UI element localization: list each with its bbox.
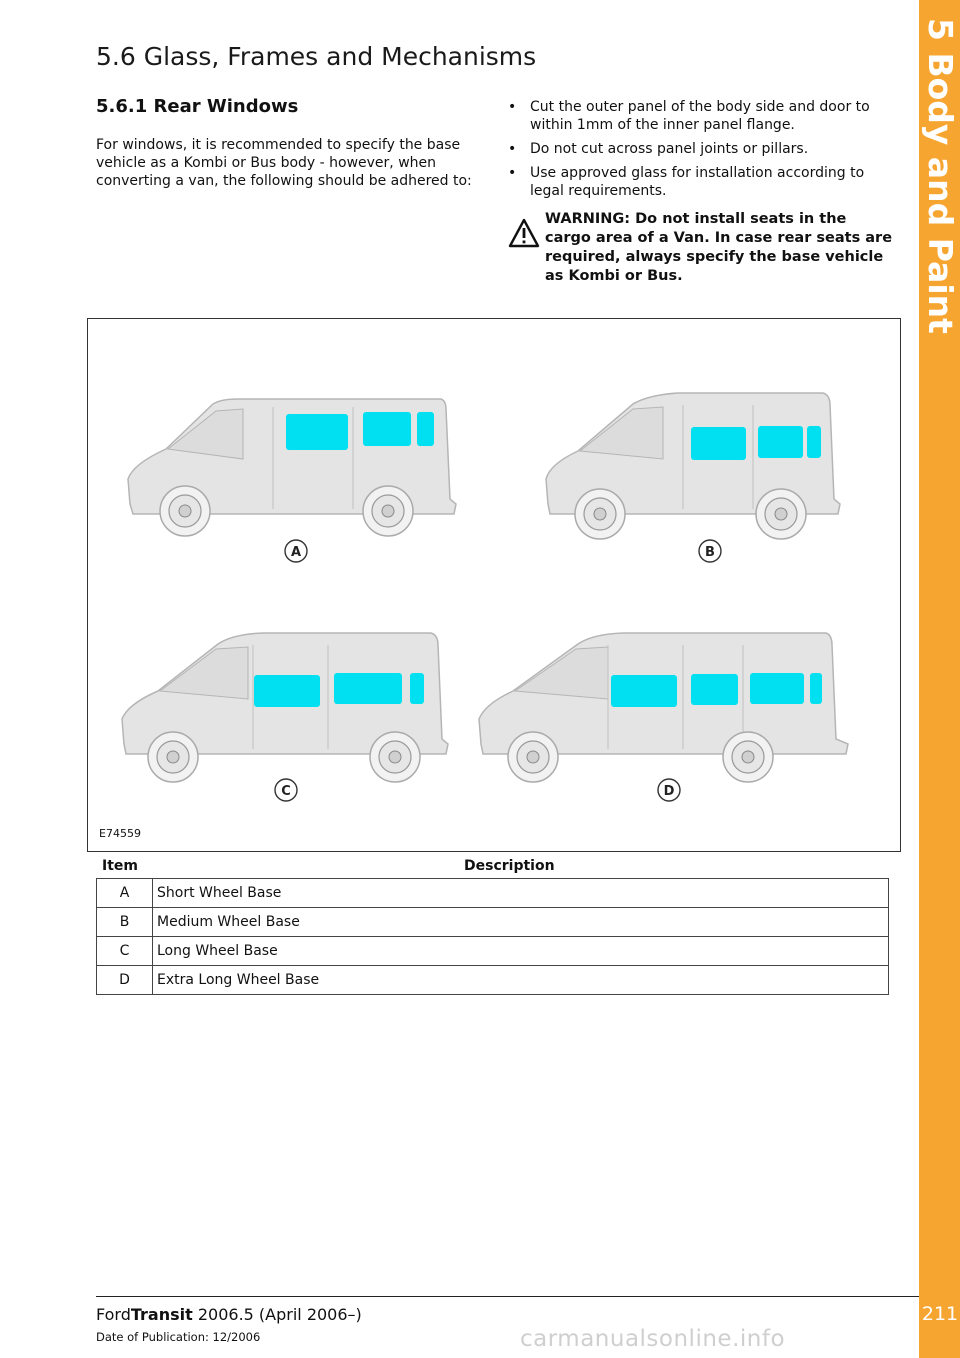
list-item-text: Use approved glass for installation according to legal requirements. <box>530 165 865 199</box>
bullet-dot: • <box>508 99 517 115</box>
rear-window <box>691 674 738 705</box>
wheel <box>756 489 806 539</box>
label-a-text: A <box>290 545 302 560</box>
instruction-list <box>508 98 892 206</box>
description-cell: Long Wheel Base <box>153 937 889 966</box>
van-illustration <box>88 319 900 851</box>
warning-box <box>508 210 892 286</box>
table-row <box>97 966 889 995</box>
wheel <box>508 732 558 782</box>
table-header <box>96 858 889 878</box>
rear-window <box>807 426 821 458</box>
wheel <box>723 732 773 782</box>
page-number: 211 <box>921 1303 959 1325</box>
table-row <box>97 908 889 937</box>
label-a <box>285 540 307 562</box>
table-row <box>97 937 889 966</box>
van-c <box>122 633 448 782</box>
publication-date: Date of Publication: 12/2006 <box>96 1330 261 1344</box>
description-cell: Short Wheel Base <box>153 879 889 908</box>
footer-edition: 2006.5 (April 2006–) <box>192 1305 362 1324</box>
column-header-description: Description <box>464 858 555 874</box>
label-d-text: D <box>663 784 675 799</box>
warning-triangle-icon <box>508 218 540 248</box>
list-item <box>508 98 892 134</box>
item-cell: D <box>97 966 153 995</box>
label-b-text: B <box>705 545 715 560</box>
section-title: 5.6 Glass, Frames and Mechanisms <box>96 42 537 71</box>
watermark: carmanualsonline.info <box>520 1326 786 1352</box>
chapter-tab-label: 5 Body and Paint <box>921 18 960 334</box>
label-c <box>275 779 297 801</box>
bullet-dot: • <box>508 141 517 157</box>
footer-divider <box>96 1296 919 1297</box>
rear-window <box>810 673 822 704</box>
footer-brand: Ford <box>96 1305 131 1324</box>
wheel <box>160 486 210 536</box>
wheel <box>363 486 413 536</box>
list-item <box>508 140 892 158</box>
rear-window <box>750 673 804 704</box>
label-d <box>658 779 680 801</box>
label-c-text: C <box>281 784 291 799</box>
van-a <box>128 399 456 536</box>
rear-window <box>611 675 677 707</box>
wheel <box>148 732 198 782</box>
description-cell: Medium Wheel Base <box>153 908 889 937</box>
intro-paragraph: For windows, it is recommended to specify the base vehicle as a Kombi or Bus body - however, when converting a van, the following should be adhered to: <box>96 137 472 189</box>
footer-model-name: Transit <box>130 1305 193 1324</box>
rear-window <box>758 426 803 458</box>
item-cell: B <box>97 908 153 937</box>
rear-window <box>363 412 411 446</box>
list-item-text: Do not cut across panel joints or pillars. <box>530 141 809 157</box>
table-row <box>97 879 889 908</box>
wheel <box>370 732 420 782</box>
figure-id: E74559 <box>99 827 141 840</box>
rear-window <box>254 675 320 707</box>
description-cell: Extra Long Wheel Base <box>153 966 889 995</box>
warning-text: WARNING: Do not install seats in the cargo area of a Van. In case rear seats are required, always specify the base vehicle as Kombi or Bus. <box>545 211 893 284</box>
label-b <box>699 540 721 562</box>
rear-window <box>417 412 434 446</box>
item-cell: A <box>97 879 153 908</box>
footer-model <box>96 1305 362 1324</box>
van-variants-figure <box>87 318 901 852</box>
list-item-text: Cut the outer panel of the body side and door to within 1mm of the inner panel flange. <box>530 99 870 133</box>
legend-table <box>96 878 889 995</box>
van-d <box>479 633 848 782</box>
rear-window <box>334 673 402 704</box>
item-cell: C <box>97 937 153 966</box>
wheel <box>575 489 625 539</box>
bullet-dot: • <box>508 165 517 181</box>
subsection-title: 5.6.1 Rear Windows <box>96 96 299 117</box>
van-b <box>546 393 840 539</box>
rear-window <box>286 414 348 450</box>
rear-window <box>410 673 424 704</box>
rear-window <box>691 427 746 460</box>
column-header-item: Item <box>102 858 138 874</box>
list-item <box>508 164 892 200</box>
